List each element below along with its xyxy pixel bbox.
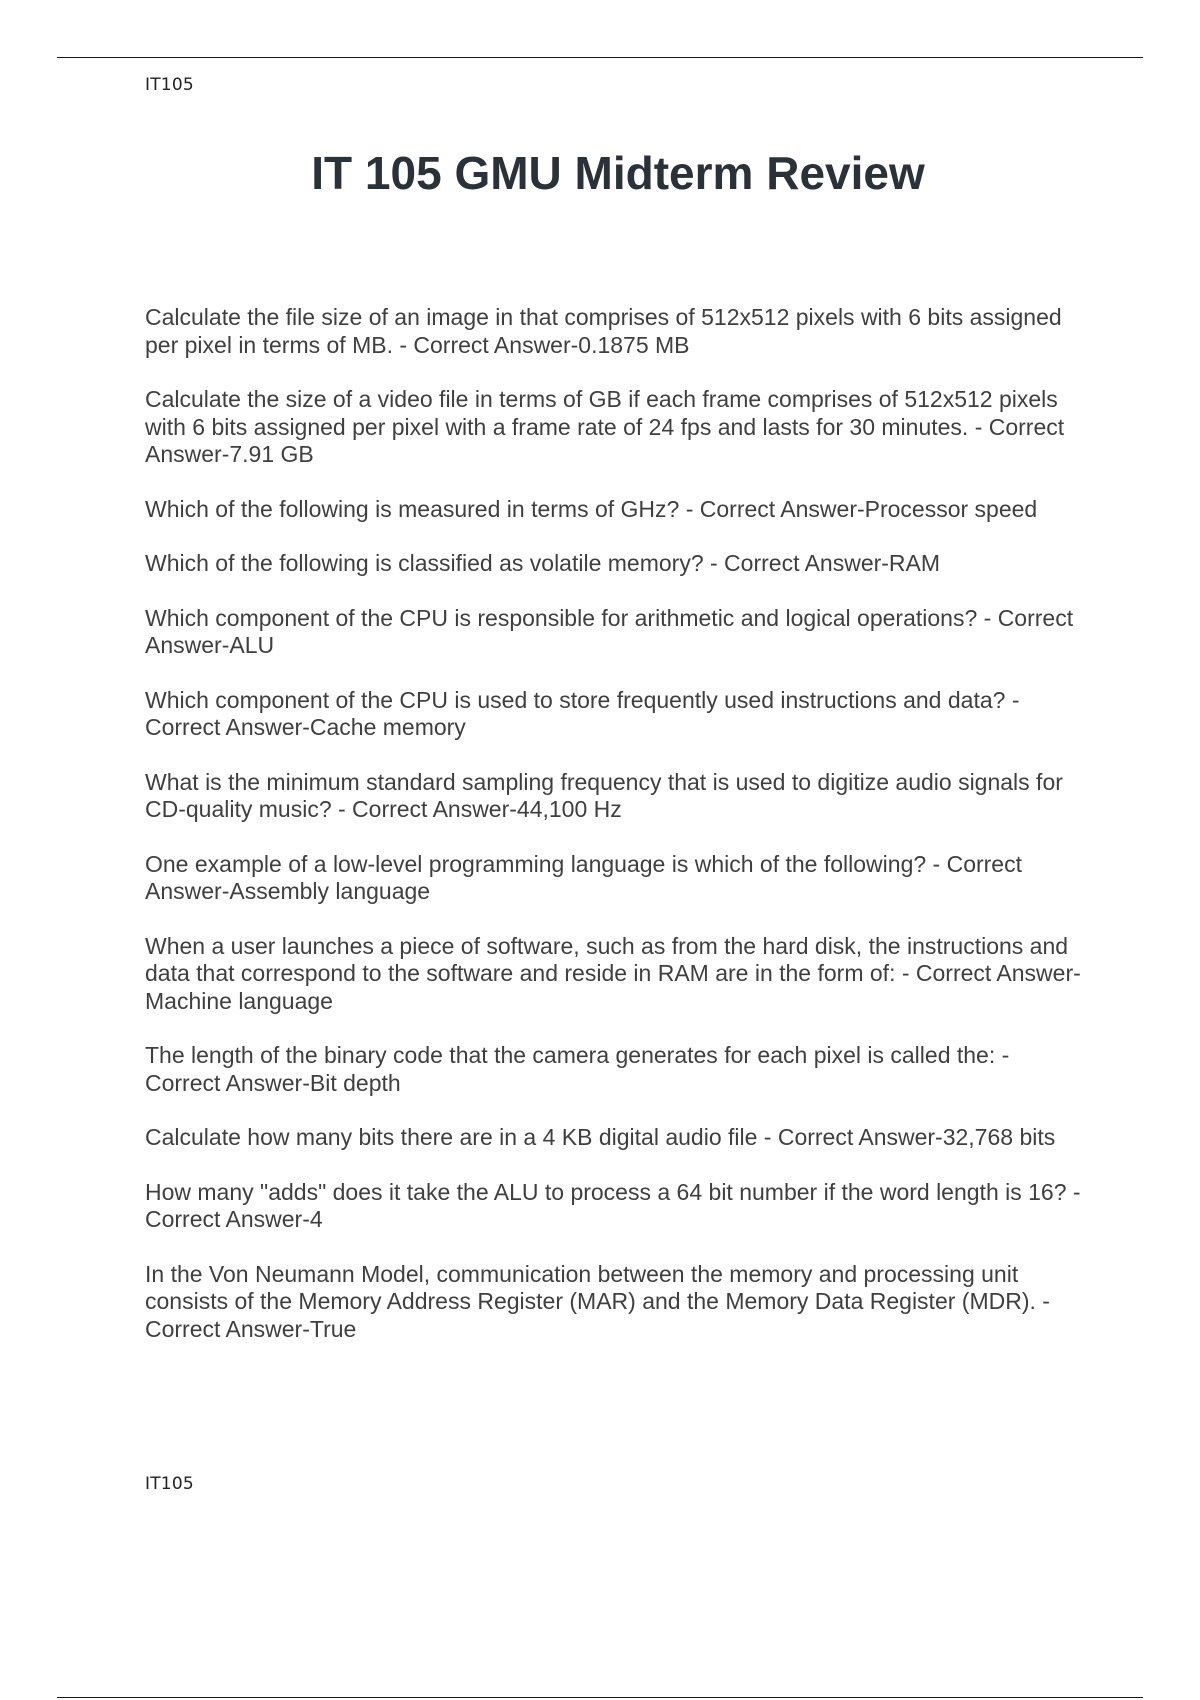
qa-item: Which component of the CPU is used to store frequently used instructions and data? - Correct Answer-Cache memory <box>145 686 1020 740</box>
running-header-top: IT105 <box>145 75 194 95</box>
qa-item: When a user launches a piece of software, such as from the hard disk, the instructions and data that correspond to the software and reside in RAM are in the form of: - Correct Answer-Machine language <box>145 932 1081 1014</box>
qa-item: Calculate the file size of an image in that comprises of 512x512 pixels with 6 bits assigned per pixel in terms of MB. - Correct Answer-0.1875 MB <box>145 304 1062 358</box>
qa-item: In the Von Neumann Model, communication between the memory and processing unit consists of the Memory Address Register (MAR) and the Memory Data Register (MDR). - Correct Answer-True <box>145 1260 1050 1342</box>
qa-item: The length of the binary code that the camera generates for each pixel is called the: - Correct Answer-Bit depth <box>145 1042 1010 1096</box>
running-header-bottom: IT105 <box>145 1474 194 1494</box>
qa-item: What is the minimum standard sampling frequency that is used to digitize audio signals for CD-quality music? - Correct Answer-44,100 Hz <box>145 768 1063 822</box>
qa-item: Which of the following is classified as volatile memory? - Correct Answer-RAM <box>145 550 941 576</box>
top-rule <box>57 57 1143 58</box>
qa-item: Which of the following is measured in terms of GHz? - Correct Answer-Processor speed <box>145 495 1038 522</box>
qa-list <box>145 304 1090 1370</box>
qa-item: Calculate the size of a video file in terms of GB if each frame comprises of 512x512 pixels with 6 bits assigned per pixel with a frame rate of 24 fps and lasts for 30 minutes. - Correct Answer-7.91 GB <box>145 386 1065 467</box>
qa-item: Calculate how many bits there are in a 4 KB digital audio file - Correct Answer-32,768 bits <box>145 1124 1056 1150</box>
qa-item: How many "adds" does it take the ALU to process a 64 bit number if the word length is 16? - Correct Answer-4 <box>145 1178 1081 1232</box>
page-title: IT 105 GMU Midterm Review <box>311 147 925 199</box>
bottom-rule <box>57 1697 1143 1698</box>
qa-item: One example of a low-level programming language is which of the following? - Correct Answer-Assembly language <box>145 850 1022 904</box>
qa-item: Which component of the CPU is responsible for arithmetic and logical operations? - Correct Answer-ALU <box>145 604 1074 658</box>
